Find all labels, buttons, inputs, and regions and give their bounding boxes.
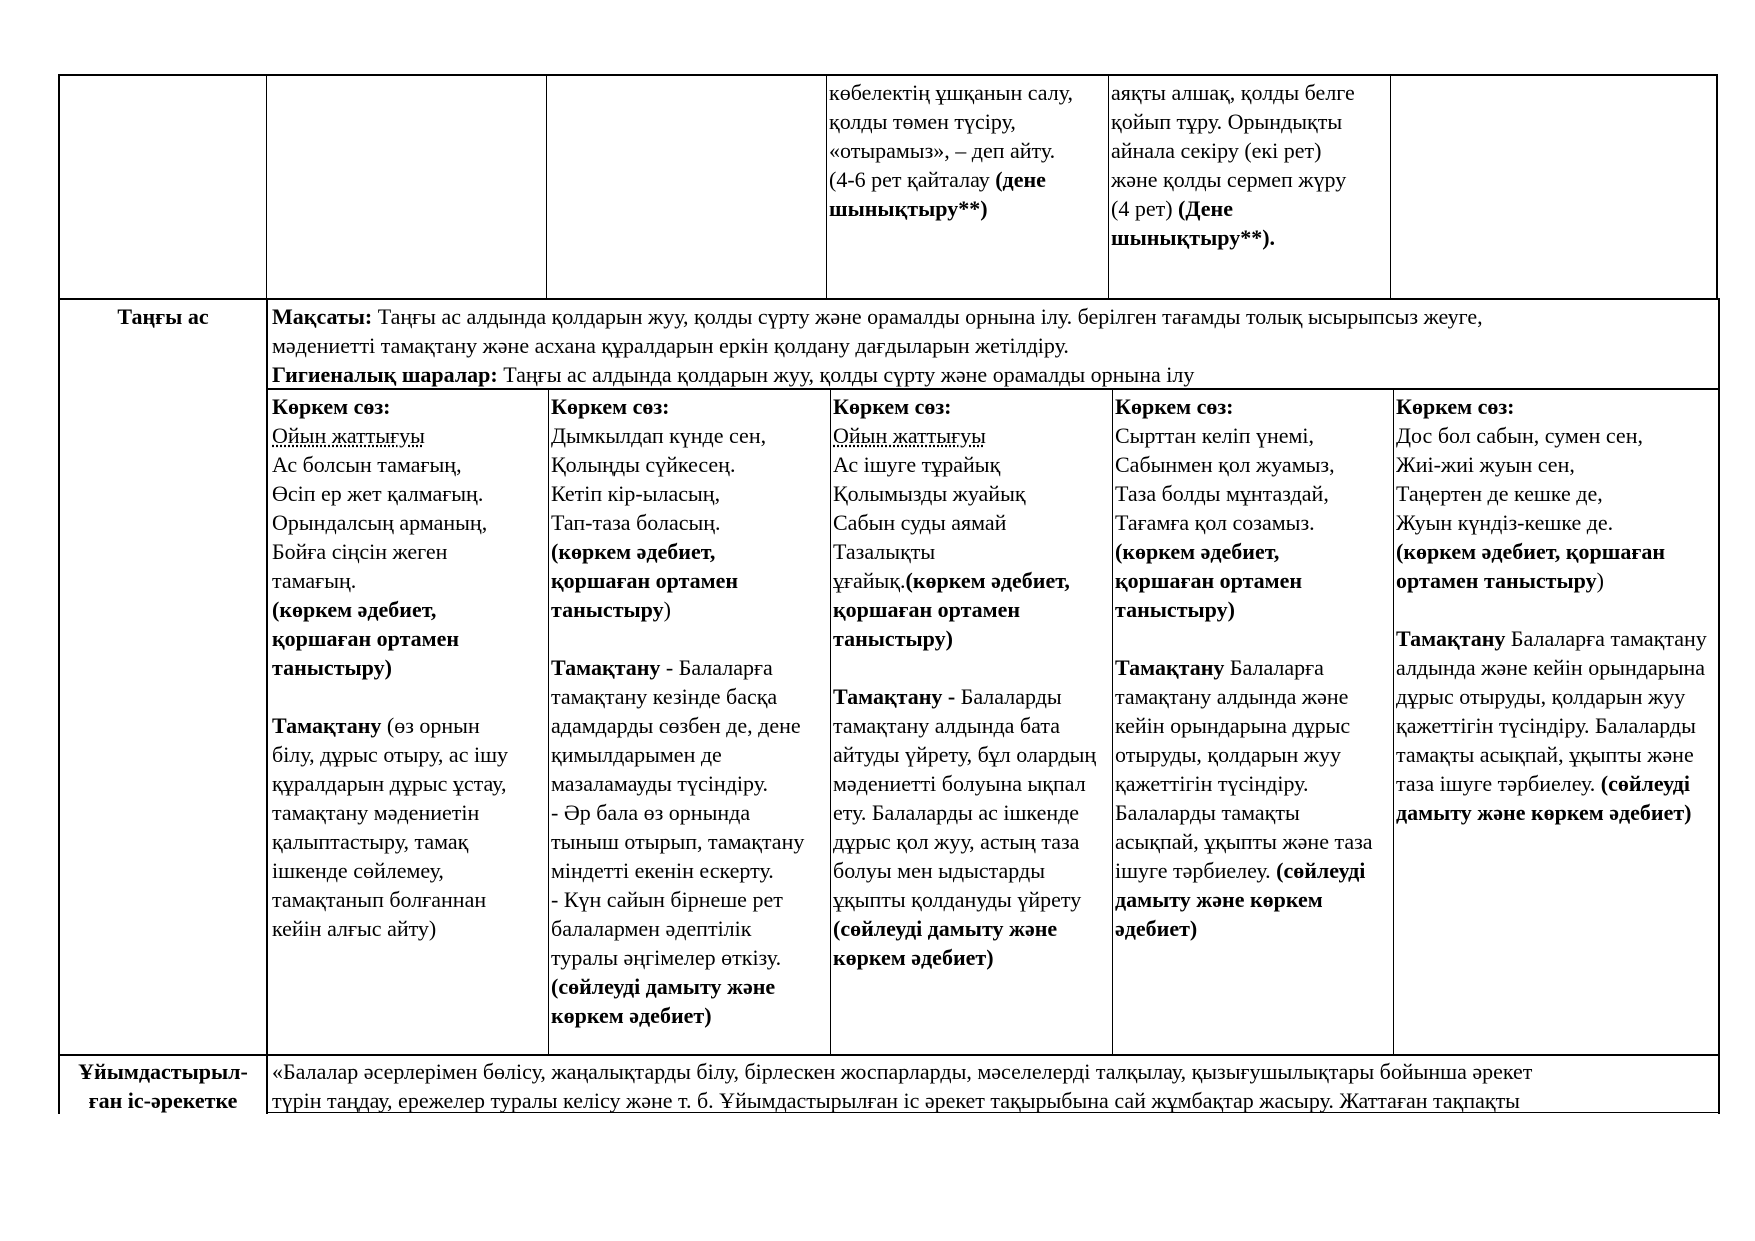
text-line: [272, 566, 546, 595]
text-span: көркем әдебиет): [833, 945, 994, 970]
text-span: (көркем әдебиет,: [551, 539, 716, 564]
text-line: [1396, 711, 1716, 740]
text-line: [833, 711, 1110, 740]
text-span: Тамақтану: [272, 713, 382, 738]
text-span: Жуын күндіз-кешке де.: [1396, 510, 1614, 535]
text-line: [272, 885, 546, 914]
text-line: түрін таңдау, ережелер туралы келісу және т. б. Ұйымдастырылған іс әрекет тақырыбына сай жұмбақтар жасыру. Жаттаған тақпақты: [272, 1088, 1520, 1113]
text-line: [1115, 827, 1391, 856]
text-line: [272, 856, 546, 885]
text-span: Тап-таза боласың.: [551, 510, 721, 535]
text-line: [272, 827, 546, 856]
text-span: қоршаған ортамен: [1115, 568, 1303, 593]
text-line: [1115, 653, 1391, 682]
col-divider-4: [1108, 74, 1109, 298]
row-divider-organized: [58, 1054, 1720, 1056]
text-line: [272, 508, 546, 537]
text-span: кейін орындарына дұрыс: [1115, 713, 1351, 738]
text-line: [1115, 566, 1391, 595]
organized-text: [272, 1057, 1716, 1115]
text-line: [551, 914, 828, 943]
text-line: [1396, 450, 1716, 479]
organized-row-label: [60, 1057, 266, 1115]
text-line: [1396, 595, 1716, 624]
text-line: [833, 392, 1110, 421]
text-span: (көркем әдебиет,: [1115, 539, 1280, 564]
text-span: ортамен таныстыру: [1396, 568, 1597, 593]
text-line: [551, 943, 828, 972]
breakfast-col-1: [272, 392, 546, 943]
text-line: қолды төмен түсіру,: [829, 109, 1016, 134]
text-span: Дымкылдап күнде сен,: [551, 423, 767, 448]
text-line: [1396, 537, 1716, 566]
text-span: (өз орнын: [381, 713, 480, 738]
text-span: - Балаларға: [665, 655, 773, 680]
text-line: [272, 360, 1716, 389]
breakfast-col-divider-4: [1393, 388, 1394, 1054]
breakfast-col-2: [551, 392, 828, 1030]
text-line: [833, 740, 1110, 769]
breakfast-col-divider-1: [548, 388, 549, 1054]
text-span: Балаларға тамақтану: [1505, 626, 1707, 651]
text-span: Сырттан келіп үнемі,: [1115, 423, 1315, 448]
text-span: асықпай, ұқыпты және таза: [1115, 829, 1373, 854]
text-span: Таңертен де кешке де,: [1396, 481, 1603, 506]
text-span: Таза болды мұнтаздай,: [1115, 481, 1329, 506]
text-line: «отырамыз», – деп айту.: [829, 138, 1056, 163]
text-line: [1115, 885, 1391, 914]
text-line: [272, 421, 546, 450]
text-span: (Дене: [1178, 196, 1233, 221]
text-line: [272, 914, 546, 943]
text-line: [272, 624, 546, 653]
text-line: [833, 827, 1110, 856]
text-line: [551, 392, 828, 421]
text-span: Қолымызды жуайық: [833, 481, 1026, 506]
text-span: отыруды, қолдарын жуу: [1115, 742, 1341, 767]
text-line: [272, 537, 546, 566]
text-line: [272, 450, 546, 479]
text-line: [833, 566, 1110, 595]
breakfast-goal: [272, 302, 1716, 389]
text-span: таза ішуге тәрбиелеу.: [1396, 771, 1601, 796]
text-line: [833, 450, 1110, 479]
text-span: болуы мен ыдыстарды: [833, 858, 1045, 883]
text-line: [1396, 769, 1716, 798]
breakfast-row-label: Таңғы ас: [117, 304, 209, 329]
text-span: Тамақтану: [551, 655, 666, 680]
text-span: тамақты асықпай, ұқыпты және: [1396, 742, 1694, 767]
text-line: [551, 827, 828, 856]
text-line: [551, 595, 828, 624]
text-span: дамыту және көркем әдебиет): [1396, 800, 1692, 825]
text-line: [551, 682, 828, 711]
text-line: [1115, 798, 1391, 827]
col-divider-3: [826, 74, 827, 298]
text-span: Көркем сөз:: [1396, 394, 1515, 419]
text-span: әдебиет): [1115, 916, 1198, 941]
text-line: [1115, 537, 1391, 566]
text-span: мәдениетті болуына ықпал: [833, 771, 1086, 796]
text-span: міндетті екенін ескерту.: [551, 858, 774, 883]
text-span: Тамақтану -: [833, 684, 961, 709]
text-line: [551, 566, 828, 595]
goal-text: Таңғы ас алдында қолдарын жуу, қолды сүрту және орамалды орнына ілу. берілген тағамды толық ысырыпсыз жеуге,: [372, 304, 1483, 329]
text-line: [551, 624, 828, 653]
text-span: тыныш отырып, тамақтану: [551, 829, 805, 854]
text-line: қойып тұру. Орындықты: [1111, 109, 1343, 134]
text-span: Тамақтану: [1396, 626, 1506, 651]
text-line: [272, 769, 546, 798]
text-span: тамақтанып болғаннан: [272, 887, 487, 912]
text-line: [551, 856, 828, 885]
text-span: - Әр бала өз орнында: [551, 800, 751, 825]
text-span: қалыптастыру, тамақ: [272, 829, 469, 854]
col-divider-5: [1390, 74, 1391, 298]
text-span: Өсіп ер жет қалмағың.: [272, 481, 484, 506]
text-span: ): [1596, 568, 1604, 593]
text-span: ету. Балаларды ас ішкенде: [833, 800, 1080, 825]
text-span: (көркем әдебиет, қоршаған: [1396, 539, 1666, 564]
text-line: [551, 479, 828, 508]
text-span: Сабын суды аямай: [833, 510, 1007, 535]
text-span: (сөйлеуді: [1276, 858, 1366, 883]
text-line: [551, 972, 828, 1001]
text-line: [272, 798, 546, 827]
text-line: [1115, 740, 1391, 769]
text-line: [551, 798, 828, 827]
table-top-border: [58, 74, 1718, 76]
text-span: тамақтану алдында және: [1115, 684, 1349, 709]
text-line: [1115, 856, 1391, 885]
text-span: қоршаған ортамен: [551, 568, 739, 593]
text-span: тамақтану кезінде басқа: [551, 684, 778, 709]
text-span: дұрыс қол жуу, астың таза: [833, 829, 1080, 854]
text-span: (сөйлеуді дамыту және: [833, 916, 1058, 941]
breakfast-right-border: [1718, 298, 1720, 1054]
text-span: Тазалықты: [833, 539, 936, 564]
text-span: қажеттігін түсіндіру.: [1115, 771, 1309, 796]
text-line: [272, 711, 546, 740]
text-span: Тағамға қол созамыз.: [1115, 510, 1315, 535]
text-span: балалармен әдептілік: [551, 916, 752, 941]
table-left-border: [58, 74, 60, 1114]
text-line: [272, 682, 546, 711]
text-line: [1396, 798, 1716, 827]
text-span: дамыту және көркем: [1115, 887, 1323, 912]
text-span: Тамақтану: [1115, 655, 1225, 680]
text-span: мазаламауды түсіндіру.: [551, 771, 769, 796]
text-line: [833, 885, 1110, 914]
text-line: [1115, 711, 1391, 740]
goal-title: Мақсаты:: [272, 304, 373, 329]
text-span: (көркем әдебиет,: [272, 597, 437, 622]
text-line: [272, 595, 546, 624]
text-line: [1396, 682, 1716, 711]
text-span: алдында және кейін орындарына: [1396, 655, 1706, 680]
text-line: [272, 653, 546, 682]
text-span: (4-6 рет қайталау: [829, 167, 996, 192]
text-span: (сөйлеуді: [1600, 771, 1690, 796]
text-span: Балаларға: [1224, 655, 1324, 680]
text-line: [833, 914, 1110, 943]
text-line: [551, 450, 828, 479]
top-row-col3: [829, 78, 1107, 223]
text-line: [829, 165, 1107, 194]
text-span: таныстыру): [833, 626, 953, 651]
hygiene-text: Таңғы ас алдында қолдарын жуу, қолды сүрту және орамалды орнына ілу: [497, 362, 1195, 387]
text-line: [1396, 421, 1716, 450]
text-span: (дене: [995, 167, 1046, 192]
text-span: Орындалсың арманың,: [272, 510, 488, 535]
text-span: Балаларды: [960, 684, 1062, 709]
text-line: [833, 943, 1110, 972]
breakfast-col-5: [1396, 392, 1716, 827]
text-line: [1396, 653, 1716, 682]
hygiene-title: Гигиеналық шаралар:: [272, 362, 498, 387]
text-line: [1115, 479, 1391, 508]
text-line: [1396, 479, 1716, 508]
text-line: [833, 798, 1110, 827]
text-span: таныстыру): [1115, 597, 1235, 622]
text-span: қоршаған ортамен: [272, 626, 460, 651]
text-span: Бойға сіңсін жеген: [272, 539, 448, 564]
text-span: адамдарды сөзбен де, дене: [551, 713, 801, 738]
text-span: кейін алғыс айту): [272, 916, 437, 941]
row-divider-breakfast: [58, 298, 1720, 300]
text-line: [1396, 740, 1716, 769]
text-span: Ас ішуге тұрайық: [833, 452, 1001, 477]
text-line: [833, 508, 1110, 537]
text-line: [833, 769, 1110, 798]
text-span: (сөйлеуді дамыту және: [551, 974, 776, 999]
text-line: [833, 595, 1110, 624]
text-line: көбелектің ұшқанын салу,: [829, 80, 1073, 105]
text-line: [1115, 421, 1391, 450]
text-span: Қолыңды сүйкесең.: [551, 452, 736, 477]
text-line: [1115, 769, 1391, 798]
text-span: таныстыру: [551, 597, 664, 622]
text-line: [833, 421, 1110, 450]
text-span: (көркем әдебиет,: [905, 568, 1070, 593]
text-line: [551, 769, 828, 798]
text-line: [833, 653, 1110, 682]
text-span: Жиі-жиі жуын сен,: [1396, 452, 1575, 477]
col-divider-2: [546, 74, 547, 298]
text-line: [272, 392, 546, 421]
text-span: Көркем сөз:: [1115, 394, 1234, 419]
text-span: Ойын жаттығуы: [272, 423, 425, 448]
text-line: [1115, 392, 1391, 421]
breakfast-col-4: [1115, 392, 1391, 943]
text-span: ішкенде сөйлемеу,: [272, 858, 444, 883]
text-line: аяқты алшақ, қолды белге: [1111, 80, 1355, 105]
text-line: ған іс-әрекетке: [88, 1088, 238, 1113]
text-line: [1115, 450, 1391, 479]
text-span: таныстыру): [272, 655, 392, 680]
text-line: [1115, 508, 1391, 537]
text-line: шынықтыру**): [829, 196, 988, 221]
table-right-border-top: [1716, 74, 1718, 298]
text-line: [551, 885, 828, 914]
text-span: көркем әдебиет): [551, 1003, 712, 1028]
breakfast-col-3: [833, 392, 1110, 972]
text-line: [1396, 624, 1716, 653]
text-line: [1396, 508, 1716, 537]
text-line: [272, 479, 546, 508]
text-line: [833, 856, 1110, 885]
text-line: [833, 682, 1110, 711]
text-line: [833, 479, 1110, 508]
text-span: Дос бол сабын, сумен сен,: [1396, 423, 1643, 448]
text-span: ұқыпты қолдануды үйрету: [833, 887, 1082, 912]
text-span: білу, дұрыс отыру, ас ішу: [272, 742, 509, 767]
text-line: [272, 740, 546, 769]
text-line: [1115, 624, 1391, 653]
text-span: ұғайық.: [833, 568, 906, 593]
text-line: Ұйымдастырыл-: [78, 1059, 248, 1084]
text-span: ): [663, 597, 671, 622]
text-span: айтуды үйрету, бұл олардың: [833, 742, 1097, 767]
text-span: дұрыс отыруды, қолдарын жуу: [1396, 684, 1686, 709]
text-line: айнала секіру (екі рет): [1111, 138, 1322, 163]
col-divider-1: [266, 74, 267, 298]
text-span: Ойын жаттығуы: [833, 423, 986, 448]
text-line: [1115, 682, 1391, 711]
organized-right-border: [1718, 1054, 1720, 1114]
text-span: туралы әңгімелер өткізу.: [551, 945, 782, 970]
text-span: тамақтану мәдениетін: [272, 800, 480, 825]
organized-label-divider: [266, 1054, 268, 1114]
text-span: тамағың.: [272, 568, 357, 593]
text-span: - Күн сайын бірнеше рет: [551, 887, 783, 912]
breakfast-col-divider-2: [830, 388, 831, 1054]
text-span: Көркем сөз:: [272, 394, 391, 419]
text-line: [1115, 595, 1391, 624]
text-line: [1396, 566, 1716, 595]
text-line: [551, 740, 828, 769]
text-line: және қолды сермеп жүру: [1111, 167, 1347, 192]
text-line: [551, 421, 828, 450]
text-line: [1111, 194, 1389, 223]
text-span: қажеттігін түсіндіру. Балаларды: [1396, 713, 1696, 738]
text-line: [551, 508, 828, 537]
breakfast-label-divider: [266, 298, 268, 1054]
text-line: [272, 302, 1716, 331]
breakfast-col-divider-3: [1112, 388, 1113, 1054]
goal-text: мәдениетті тамақтану және асхана құралдарын еркін қолдану дағдыларын жетілдіру.: [272, 333, 1069, 358]
text-line: [551, 1001, 828, 1030]
text-line: [833, 537, 1110, 566]
text-span: Балаларды тамақты: [1115, 800, 1300, 825]
text-span: (4 рет): [1111, 196, 1179, 221]
text-line: шынықтыру**).: [1111, 225, 1276, 250]
text-line: [551, 537, 828, 566]
text-span: тамақтану алдында бата: [833, 713, 1060, 738]
text-span: Көркем сөз:: [833, 394, 952, 419]
text-span: қоршаған ортамен: [833, 597, 1021, 622]
text-span: Көркем сөз:: [551, 394, 670, 419]
text-line: [1115, 914, 1391, 943]
text-span: Ас болсын тамағың,: [272, 452, 462, 477]
top-row-col4: [1111, 78, 1389, 252]
text-span: қимылдарымен де: [551, 742, 722, 767]
text-span: Сабынмен қол жуамыз,: [1115, 452, 1335, 477]
text-line: [833, 624, 1110, 653]
text-span: құралдарын дұрыс ұстау,: [272, 771, 507, 796]
text-span: ішуге тәрбиелеу.: [1115, 858, 1277, 883]
text-line: [551, 711, 828, 740]
text-line: [551, 653, 828, 682]
text-line: «Балалар әсерлерімен бөлісу, жаңалықтарды білу, бірлескен жоспарларды, мәселелерді талқылау, қызығушылықтары бойынша әрекет: [272, 1059, 1533, 1084]
text-line: [1396, 392, 1716, 421]
text-span: Кетіп кір-ыласың,: [551, 481, 721, 506]
